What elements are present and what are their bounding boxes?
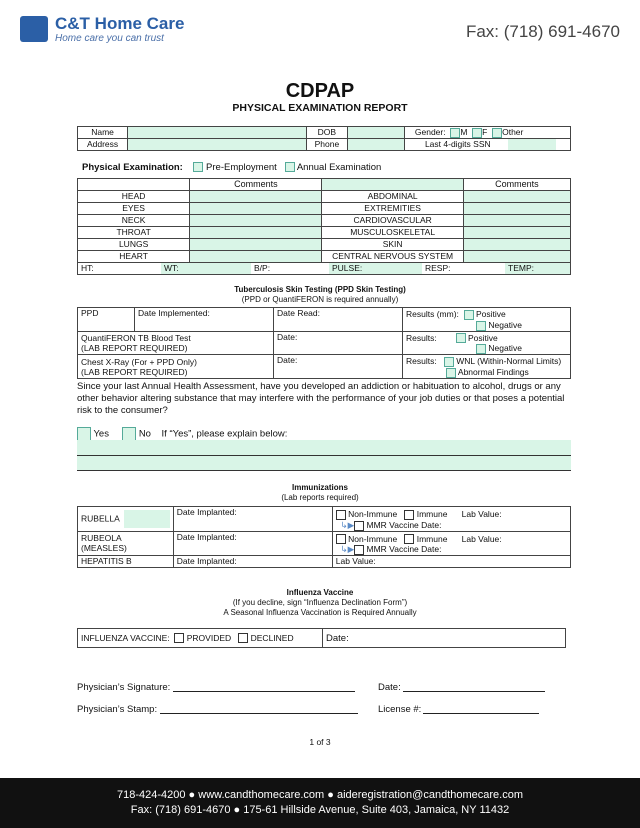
pulse-field[interactable]: PULSE: <box>329 263 422 274</box>
name-label: Name <box>78 127 128 139</box>
rubella-field[interactable] <box>124 510 170 528</box>
cns-comment[interactable] <box>463 251 570 263</box>
page-subtitle: PHYSICAL EXAMINATION REPORT <box>232 102 408 114</box>
quanti-positive-checkbox[interactable] <box>456 333 466 343</box>
page-title: CDPAP <box>285 80 355 102</box>
musculoskeletal-comment[interactable] <box>463 227 570 239</box>
vitals-row: HT: WT: B/P: PULSE: RESP: TEMP: <box>78 263 571 275</box>
address-field[interactable] <box>128 139 307 151</box>
flu-provided-checkbox[interactable] <box>174 633 184 643</box>
quanti-negative-checkbox[interactable] <box>476 344 486 354</box>
no-checkbox[interactable] <box>122 427 136 441</box>
rubella-mmr-checkbox[interactable] <box>354 521 364 531</box>
company-name: C&T Home Care <box>55 14 185 33</box>
flu-date-field[interactable]: Date: <box>323 629 566 648</box>
identity-table <box>77 126 571 151</box>
tb-note: (PPD or QuantiFERON is required annually) <box>241 295 399 304</box>
gender-m-checkbox[interactable] <box>450 128 460 138</box>
immunization-table: RUBELLA Date Implanted: Non-Immune Immune Lab Value: ↳▶ MMR Vaccine Date: RUBEOLA (MEASLES) Date Implanted: Non-Immune Immune Lab Value: ↳▶ MMR Vaccine Date: HEPATITIS B Date Implanted: Lab Value: <box>77 506 571 568</box>
signature-label: Physician’s Signature: <box>77 682 171 693</box>
signature-line[interactable] <box>173 691 355 692</box>
flu-table: INFLUENZA VACCINE: PROVIDED DECLINED Date: <box>77 628 566 648</box>
rubeola-immune-checkbox[interactable] <box>404 534 414 544</box>
explain-line-2[interactable] <box>77 456 571 471</box>
heart-comment[interactable] <box>190 251 322 263</box>
exam-type-row: Physical Examination: Pre-Employment Annual Examination <box>82 162 382 173</box>
ppd-positive-checkbox[interactable] <box>464 310 474 320</box>
ppd-negative-checkbox[interactable] <box>476 321 486 331</box>
substance-question: Since your last Annual Health Assessment, have you developed an addiction or habituation to alcohol, drugs or any other behavior altering substance that may interfere with the performance of your job duties or that poses a potential risk to the consumer? <box>77 381 565 416</box>
address-label: Address <box>78 139 128 151</box>
throat-comment[interactable] <box>190 227 322 239</box>
gender-cell: Gender: M F Other <box>404 127 570 139</box>
license-label: License #: <box>378 704 422 715</box>
ssn-field[interactable] <box>508 139 556 150</box>
yes-no-row: Yes No If “Yes”, please explain below: <box>77 427 287 441</box>
annual-exam-checkbox[interactable] <box>285 162 295 172</box>
extremities-comment[interactable] <box>463 203 570 215</box>
name-field[interactable] <box>128 127 307 139</box>
neck-comment[interactable] <box>190 215 322 227</box>
page-number: 1 of 3 <box>309 737 331 747</box>
gender-f-checkbox[interactable] <box>472 128 482 138</box>
footer-line-2: Fax: (718) 691-4670 ● 175-61 Hillside Avenue, Suite 403, Jamaica, NY 11432 <box>130 804 510 816</box>
imm-title: Immunizations <box>291 483 348 492</box>
xray-wnl-checkbox[interactable] <box>444 357 454 367</box>
skin-comment[interactable] <box>463 239 570 251</box>
rubella-immune-checkbox[interactable] <box>404 510 414 520</box>
temp-field[interactable]: TEMP: <box>505 263 570 274</box>
phone-label: Phone <box>307 139 347 151</box>
dob-field[interactable] <box>347 127 404 139</box>
tb-title: Tuberculosis Skin Testing (PPD Skin Testing) <box>234 285 406 294</box>
rubella-nonimmune-checkbox[interactable] <box>336 510 346 520</box>
pre-employment-checkbox[interactable] <box>193 162 203 172</box>
rubeola-nonimmune-checkbox[interactable] <box>336 534 346 544</box>
footer-line-1: 718-424-4200 ● www.candthomecare.com ● aideregistration@candthomecare.com <box>117 789 523 801</box>
dob-label: DOB <box>307 127 347 139</box>
header-fax: Fax: (718) 691-4670 <box>465 22 620 41</box>
wt-field[interactable]: WT: <box>161 263 251 274</box>
exam-table: Comments Comments HEAD ABDOMINAL EYES EXTREMITIES NECK CARDIOVASCULAR THROAT MUSCULOSKELETAL LUNGS SKIN HEART CENTRAL NERVOUS SYSTEM HT: WT: B/P: PULSE: RESP: TEMP: <box>77 178 571 275</box>
phone-field[interactable] <box>347 139 404 151</box>
stamp-line[interactable] <box>160 713 358 714</box>
rubeola-mmr-checkbox[interactable] <box>354 545 364 555</box>
eyes-comment[interactable] <box>190 203 322 215</box>
lungs-comment[interactable] <box>190 239 322 251</box>
flu-note-2: A Seasonal Influenza Vaccination is Required Annually <box>223 608 417 617</box>
flu-title: Influenza Vaccine <box>286 588 354 597</box>
explain-line-1[interactable] <box>77 440 571 456</box>
flu-note-1: (If you decline, sign “Influenza Declination Form”) <box>232 598 408 607</box>
tb-table: PPD Date Implemented: Date Read: Results (mm): Positive Negative QuantiFERON TB Blood Test (LAB REPORT REQUIRED) Date: Results: Positive Negative Chest X-Ray (For + PPD Only) (LAB REPORT REQUIRED) Date: Results: WNL (Within-Normal Limits) Abnormal Findings <box>77 307 571 379</box>
abdominal-comment[interactable] <box>463 191 570 203</box>
sig-date-label: Date: <box>378 682 401 693</box>
yes-checkbox[interactable] <box>77 427 91 441</box>
xray-abnormal-checkbox[interactable] <box>446 368 456 378</box>
company-tagline: Home care you can trust <box>55 33 164 44</box>
imm-note: (Lab reports required) <box>281 493 359 502</box>
logo-icon <box>20 16 48 42</box>
license-line[interactable] <box>423 713 539 714</box>
flu-declined-checkbox[interactable] <box>238 633 248 643</box>
head-comment[interactable] <box>190 191 322 203</box>
cardiovascular-comment[interactable] <box>463 215 570 227</box>
stamp-label: Physician’s Stamp: <box>77 704 158 715</box>
ssn-cell: Last 4-digits SSN <box>404 139 570 151</box>
sig-date-line[interactable] <box>403 691 545 692</box>
footer <box>0 778 640 828</box>
gender-other-checkbox[interactable] <box>492 128 502 138</box>
